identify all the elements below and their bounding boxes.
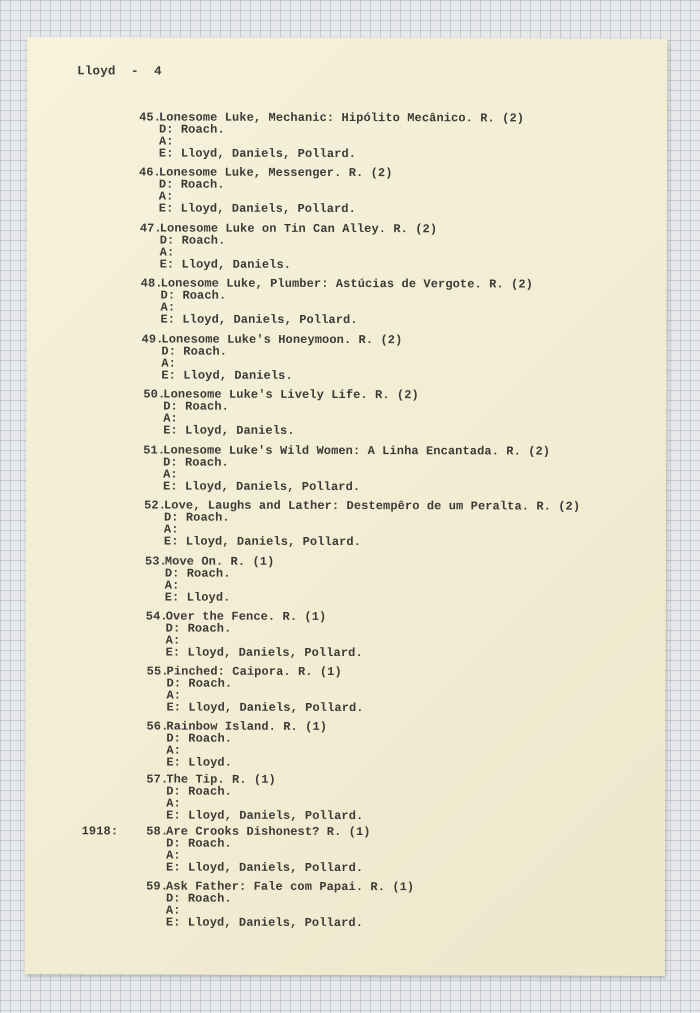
entry-author: A:	[158, 134, 174, 149]
entry-cast: E: Lloyd, Daniels.	[163, 423, 295, 438]
entry-director: D: Roach.	[163, 399, 229, 414]
entry-author: A:	[166, 688, 182, 703]
entry-cast: E: Lloyd, Daniels, Pollard.	[163, 479, 361, 495]
page-header: Lloyd - 4	[77, 64, 162, 79]
entry-author: A:	[161, 356, 177, 371]
entry-number: 52.	[144, 498, 167, 513]
entry-director: D: Roach.	[160, 288, 227, 303]
entry-number: 56.	[146, 719, 169, 734]
entry-title: Move On. R. (1)	[164, 554, 275, 569]
entry-director: D: Roach.	[163, 455, 229, 470]
entry-title: Lonesome Luke's Lively Life. R. (2)	[163, 387, 419, 403]
entry-title: Over the Fence. R. (1)	[165, 609, 327, 624]
entry-title: Lonesome Luke, Plumber: Astúcias de Vergote. R. (2)	[160, 276, 533, 292]
entry-number: 50.	[143, 387, 166, 402]
entry-director: D: Roach.	[164, 566, 231, 581]
entry-cast: E: Lloyd, Daniels, Pollard.	[166, 700, 364, 716]
entry-number: 49.	[141, 332, 164, 347]
entry-cast: E: Lloyd, Daniels, Pollard.	[166, 808, 364, 824]
entry-director: D: Roach.	[166, 784, 232, 799]
entry-director: D: Roach.	[161, 344, 228, 359]
entry-title: Lonesome Luke's Honeymoon. R. (2)	[161, 332, 403, 348]
entry-cast: E: Lloyd, Daniels.	[161, 368, 293, 383]
entry-title: Rainbow Island. R. (1)	[166, 719, 328, 734]
entry-director: D: Roach.	[158, 177, 225, 192]
entry-director: D: Roach.	[166, 676, 233, 691]
typewritten-page	[25, 37, 667, 976]
entry-year: 1918:	[81, 824, 119, 839]
entry-director: D: Roach.	[166, 731, 233, 746]
entry-author: A:	[163, 411, 178, 426]
entry-cast: E: Lloyd.	[164, 590, 231, 605]
entry-director: D: Roach.	[163, 510, 230, 525]
entry-director: D: Roach.	[165, 621, 232, 636]
entry-author: A:	[165, 903, 181, 918]
filmography-entry	[128, 879, 415, 977]
entry-author: A:	[163, 522, 179, 537]
entry-title: Lonesome Luke on Tin Can Alley. R. (2)	[159, 221, 438, 237]
entry-number: 53.	[144, 554, 167, 569]
entry-number: 46.	[138, 165, 161, 180]
entry-author: A:	[165, 633, 181, 648]
entry-number: 59.	[146, 879, 169, 894]
entry-author: A:	[158, 189, 174, 204]
entry-title: Are Crooks Dishonest? R. (1)	[166, 824, 371, 840]
entry-cast: E: Lloyd.	[166, 755, 233, 770]
entry-number: 54.	[145, 609, 168, 624]
entry-title: Ask Father: Fale com Papai. R. (1)	[165, 879, 415, 895]
entry-author: A:	[164, 578, 180, 593]
entry-author: A:	[160, 300, 176, 315]
entry-cast: E: Lloyd, Daniels, Pollard.	[158, 146, 357, 162]
entry-title: Lonesome Luke's Wild Women: A Linha Encantada. R. (2)	[163, 443, 551, 459]
entry-director: D: Roach.	[166, 836, 232, 851]
entry-author: A:	[166, 848, 181, 863]
entry-number: 48.	[140, 276, 163, 291]
entry-number: 55.	[146, 664, 169, 679]
entry-number: 47.	[139, 221, 162, 236]
entry-title: Lonesome Luke, Mechanic: Hipólito Mecânico. R. (2)	[158, 110, 525, 126]
entry-cast: E: Lloyd, Daniels, Pollard.	[163, 534, 362, 550]
entry-number: 45.	[139, 110, 162, 125]
entry-author: A:	[159, 245, 175, 260]
entry-author: A:	[166, 743, 181, 758]
entry-title: The Tip. R. (1)	[166, 772, 276, 787]
entry-title: Pinched: Caipora. R. (1)	[166, 664, 342, 679]
entry-number: 58.	[146, 824, 169, 839]
entry-cast: E: Lloyd, Daniels.	[159, 257, 292, 272]
entry-title: Lonesome Luke, Messenger. R. (2)	[158, 165, 393, 181]
entry-director: D: Roach.	[159, 233, 226, 248]
entry-title: Love, Laughs and Lather: Destempêro de um Peralta. R. (2)	[163, 498, 581, 514]
entry-cast: E: Lloyd, Daniels, Pollard.	[166, 860, 364, 876]
entry-cast: E: Lloyd, Daniels, Pollard.	[158, 201, 356, 217]
entry-director: D: Roach.	[165, 891, 232, 906]
entry-cast: E: Lloyd, Daniels, Pollard.	[165, 915, 364, 931]
entry-director: D: Roach.	[158, 122, 225, 137]
entry-cast: E: Lloyd, Daniels, Pollard.	[160, 312, 358, 328]
entry-number: 57.	[146, 772, 169, 787]
entry-author: A:	[166, 796, 181, 811]
entry-number: 51.	[143, 443, 166, 458]
entry-author: A:	[163, 467, 178, 482]
entry-cast: E: Lloyd, Daniels, Pollard.	[165, 645, 363, 661]
